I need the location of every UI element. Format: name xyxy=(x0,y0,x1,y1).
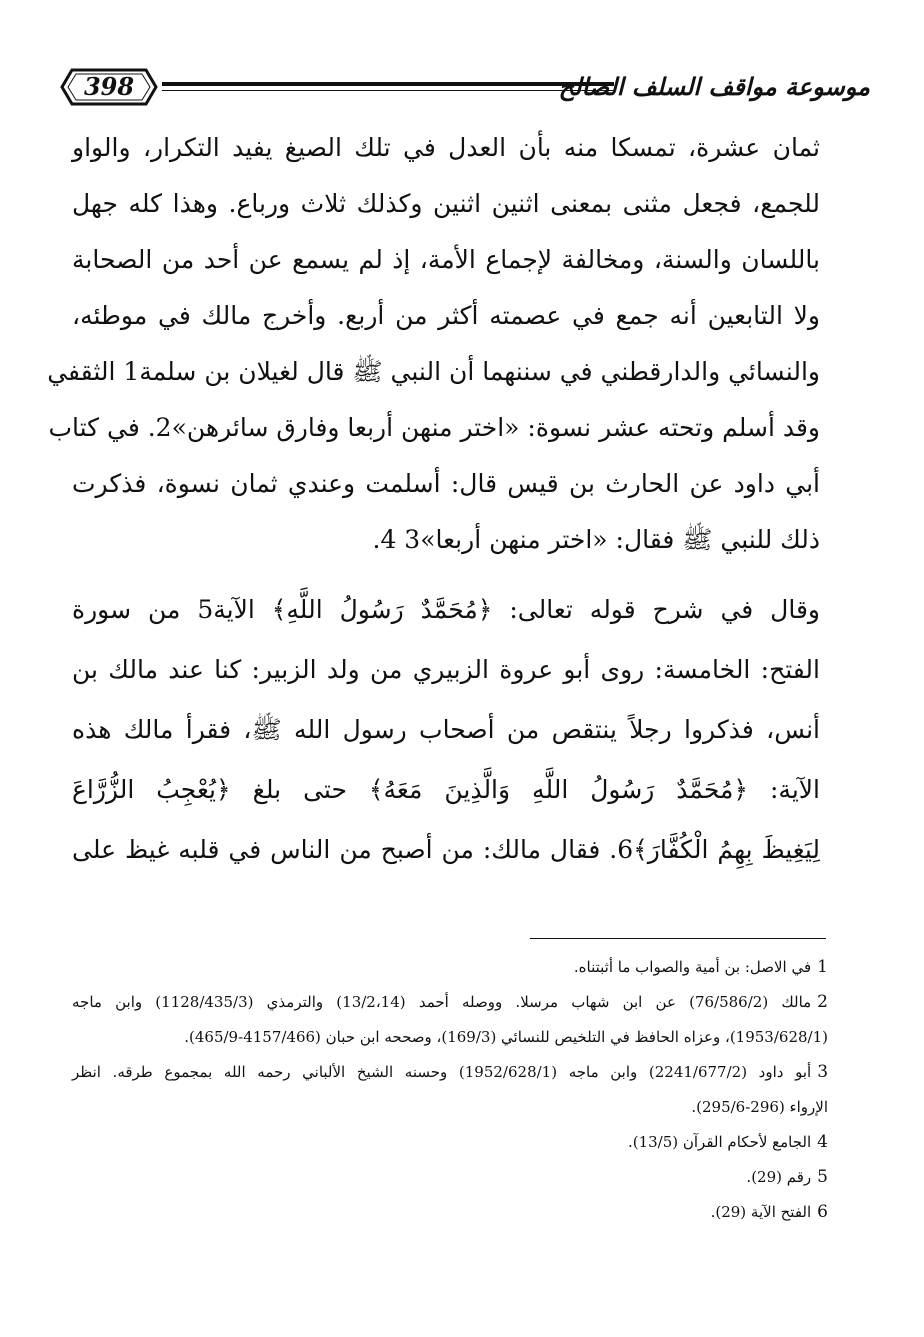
body-line: وقد أسلم وتحته عشر نسوة: «اختر منهن أربعا وفارق سائرهن»2. في كتاب xyxy=(48,413,820,442)
footnote xyxy=(72,950,828,985)
footnote-number: 1 xyxy=(817,957,828,977)
book-title: موسوعة مواقف السلف الصالح xyxy=(558,72,870,101)
header-rule-thin xyxy=(162,90,614,91)
footnote-number: 6 xyxy=(817,1202,828,1222)
footnotes xyxy=(72,950,828,1230)
footnote xyxy=(72,1090,828,1125)
body-line: ثمان عشرة، تمسكا منه بأن العدل في تلك الصيغ يفيد التكرار، والواو xyxy=(72,133,820,162)
body-line: باللسان والسنة، ومخالفة لإجماع الأمة، إذ لم يسمع عن أحد من الصحابة xyxy=(72,245,820,274)
footnote-text: الجامع لأحكام القرآن (13/5). xyxy=(627,1133,812,1151)
footnote xyxy=(72,985,828,1020)
footnote-number: 2 xyxy=(817,992,828,1012)
header-rule xyxy=(162,82,614,86)
page-header xyxy=(60,62,870,112)
footnote xyxy=(72,1055,828,1090)
footnote-text: في الاصل: بن أمية والصواب ما أثبتناه. xyxy=(573,958,812,976)
body-line: أبي داود عن الحارث بن قيس قال: أسلمت وعندي ثمان نسوة، فذكرت xyxy=(72,469,820,498)
footnote-text: الفتح الآية (29). xyxy=(710,1203,812,1221)
body-text xyxy=(47,120,820,880)
page-number: 398 xyxy=(83,72,135,101)
body-line: ولا التابعين أنه جمع في عصمته أكثر من أربع. وأخرج مالك في موطئه، xyxy=(72,301,820,330)
footnote-text: الإرواء (296-295/6). xyxy=(691,1098,828,1116)
body-line: لِيَغِيظَ بِهِمُ الْكُفَّارَ﴾6. فقال مالك: من أصبح من الناس في قلبه غيظ على xyxy=(72,835,820,864)
body-line: الفتح: الخامسة: روى أبو عروة الزبيري من ولد الزبير: كنا عند مالك بن xyxy=(72,655,820,684)
body-line: أنس، فذكروا رجلاً ينتقص من أصحاب رسول الله ﷺ، فقرأ مالك هذه xyxy=(72,715,820,744)
footnote-number: 4 xyxy=(817,1132,828,1152)
footnote-text: (1953/628/1)، وعزاه الحافظ في التلخيص للنسائي (169/3)، وصححه ابن حبان (4157/466-465/9). xyxy=(184,1028,828,1046)
body-line: وقال في شرح قوله تعالى: ﴿مُحَمَّدٌ رَسُولُ اللَّهِ﴾ الآية5 من سورة xyxy=(72,595,820,624)
footnote xyxy=(72,1160,828,1195)
body-line: للجمع، فجعل مثنى بمعنى اثنين اثنين وكذلك ثلاث ورباع. وهذا كله جهل xyxy=(72,189,820,218)
page-number-badge xyxy=(60,68,158,106)
footnote-number: 3 xyxy=(817,1062,829,1082)
footnote xyxy=(72,1195,828,1230)
body-line: والنسائي والدارقطني في سننهما أن النبي ﷺ قال لغيلان بن سلمة1 الثقفي xyxy=(47,357,820,386)
footnote-divider xyxy=(530,938,826,939)
footnote-text: أبو داود (2241/677/2) وابن ماجه (1952/628/1) وحسنه الشيخ الألباني رحمه الله بمجموع طرقه. انظر xyxy=(72,1063,812,1081)
body-line: الآية: ﴿مُحَمَّدٌ رَسُولُ اللَّهِ وَالَّذِينَ مَعَهُ﴾ حتى بلغ ﴿يُعْجِبُ الزُّرَّاعَ xyxy=(72,775,820,804)
footnote xyxy=(72,1125,828,1160)
footnote-text: مالك (76/586/2) عن ابن شهاب مرسلا. ووصله أحمد (13/2،14) والترمذي (1128/435/3) وابن ماجه xyxy=(72,993,812,1011)
body-line: ذلك للنبي ﷺ فقال: «اختر منهن أربعا»3 4. xyxy=(372,525,820,554)
footnote-number: 5 xyxy=(817,1167,828,1187)
footnote-text: رقم (29). xyxy=(746,1168,812,1186)
footnote xyxy=(72,1020,828,1055)
